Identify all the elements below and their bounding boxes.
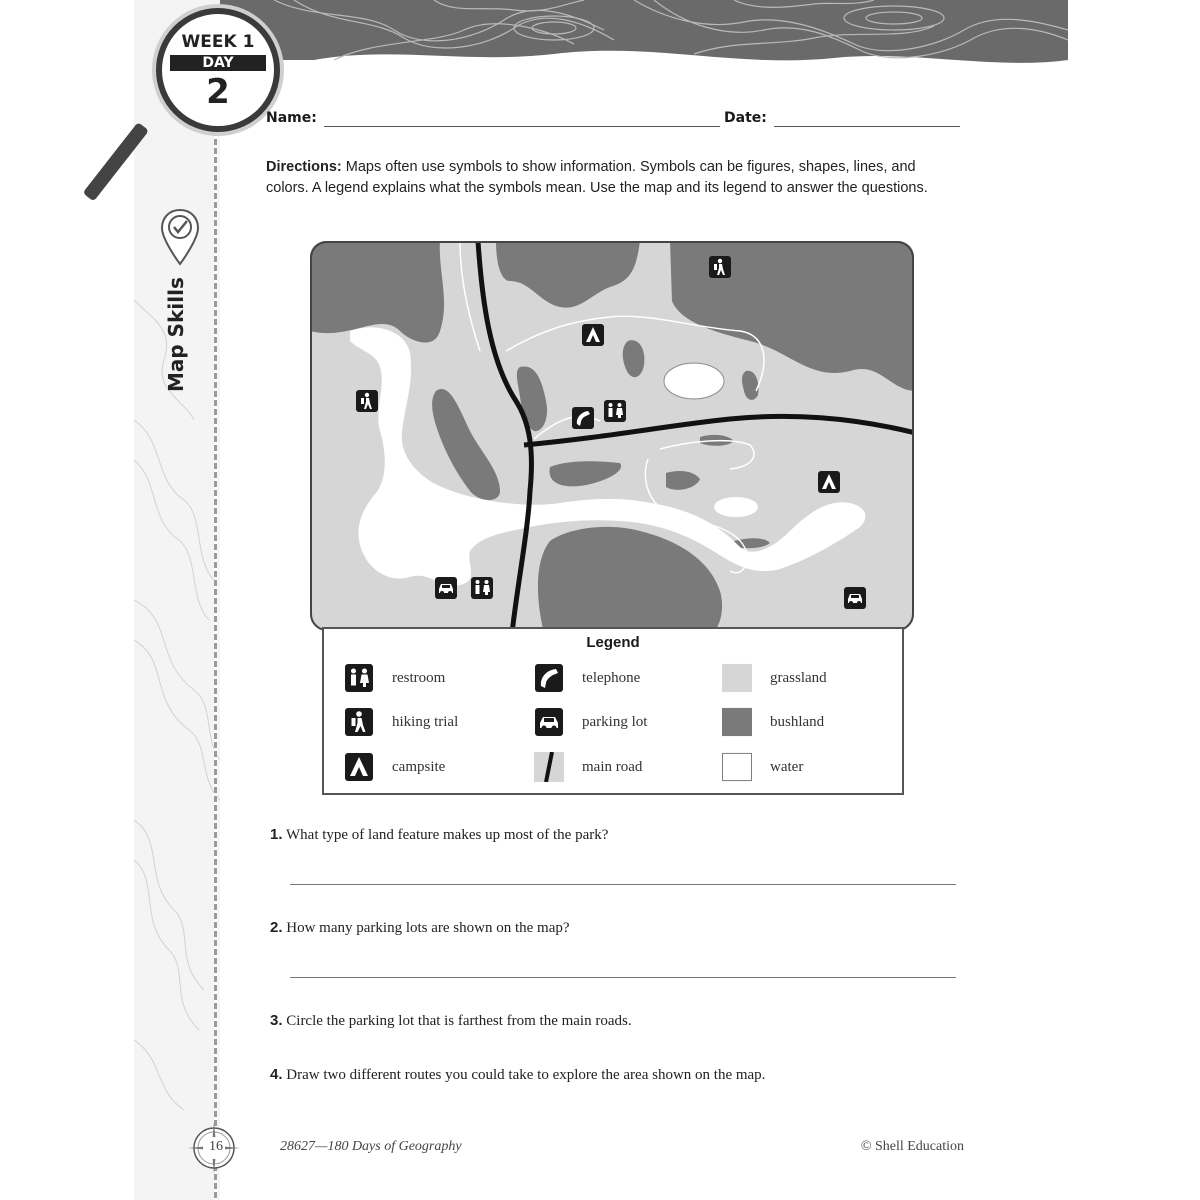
name-field[interactable] — [324, 126, 720, 127]
week-label: WEEK 1 — [181, 32, 255, 52]
copyright: © Shell Education — [860, 1139, 964, 1154]
telephone-icon — [572, 407, 594, 429]
legend-label: grassland — [770, 669, 827, 686]
page-number: 16 — [209, 1139, 223, 1154]
legend-item-water — [722, 750, 803, 784]
name-label: Name: — [266, 110, 317, 126]
hiking-icon — [709, 256, 731, 278]
directions-text — [266, 157, 956, 199]
question-number: 2. — [270, 919, 283, 936]
water-swatch — [722, 752, 752, 782]
question-text: What type of land feature makes up most of the park? — [286, 827, 609, 843]
question-number: 3. — [270, 1012, 283, 1029]
restroom-icon — [471, 577, 493, 599]
legend-label: main road — [582, 758, 643, 775]
week-day-badge — [156, 8, 280, 132]
hiking-icon — [356, 390, 378, 412]
question-text: Circle the parking lot that is farthest from the main roads. — [286, 1013, 632, 1029]
road-icon — [534, 752, 564, 782]
legend-title: Legend — [586, 634, 640, 651]
question-text: How many parking lots are shown on the map? — [286, 920, 570, 936]
legend-item-campsite — [344, 750, 445, 784]
left-decorative-strip — [134, 0, 220, 1200]
date-label: Date: — [724, 110, 767, 126]
bushland-swatch — [722, 707, 752, 737]
legend-item-parking — [534, 705, 647, 739]
question-text: Draw two different routes you could take to explore the area shown on the map. — [286, 1067, 766, 1083]
water-pond — [664, 363, 724, 399]
restroom-icon — [344, 663, 374, 693]
legend-label: water — [770, 758, 804, 775]
legend-label: campsite — [392, 758, 446, 775]
answer-line-2[interactable] — [290, 977, 956, 978]
campsite-icon — [818, 471, 840, 493]
book-title: 28627—180 Days of Geography — [280, 1139, 462, 1154]
grassland-swatch — [722, 663, 752, 693]
answer-line-1[interactable] — [290, 884, 956, 885]
directions-lead: Directions: — [266, 159, 342, 175]
worksheet-page — [134, 0, 1068, 1200]
car-icon — [534, 707, 564, 737]
dashed-rule — [214, 130, 217, 1200]
question-number: 4. — [270, 1066, 283, 1083]
park-map — [310, 241, 916, 633]
question-2 — [270, 919, 570, 937]
question-3 — [270, 1012, 632, 1030]
topo-lines-decoration — [134, 0, 220, 1200]
campsite-icon — [582, 324, 604, 346]
legend-label: restroom — [392, 669, 446, 686]
question-1 — [270, 826, 608, 844]
legend-label: telephone — [582, 669, 641, 686]
day-label: DAY — [170, 55, 266, 71]
question-number: 1. — [270, 826, 283, 843]
legend-label: hiking trial — [392, 713, 459, 730]
hiking-icon — [344, 707, 374, 737]
legend-label: bushland — [770, 713, 825, 730]
car-icon — [844, 587, 866, 609]
directions-body: Maps often use symbols to show information. Symbols can be figures, shapes, lines, and colors. A legend explains what the symbols mean. Use the map and its legend to answer the questions. — [266, 159, 928, 196]
legend-label: parking lot — [582, 713, 648, 730]
legend-item-grassland — [722, 661, 827, 695]
legend-item-road — [534, 750, 642, 784]
legend-item-restroom — [344, 661, 445, 695]
campsite-icon — [344, 752, 374, 782]
legend-item-telephone — [534, 661, 640, 695]
map-pin-icon — [160, 208, 200, 266]
car-icon — [435, 577, 457, 599]
telephone-icon — [534, 663, 564, 693]
restroom-icon — [604, 400, 626, 422]
date-field[interactable] — [774, 126, 960, 127]
question-4 — [270, 1066, 765, 1084]
legend-item-bushland — [722, 705, 824, 739]
legend-item-hiking — [344, 705, 458, 739]
section-label: Map Skills — [164, 277, 188, 392]
map-legend — [322, 627, 904, 795]
water-pond — [714, 497, 758, 517]
day-number: 2 — [206, 72, 230, 112]
